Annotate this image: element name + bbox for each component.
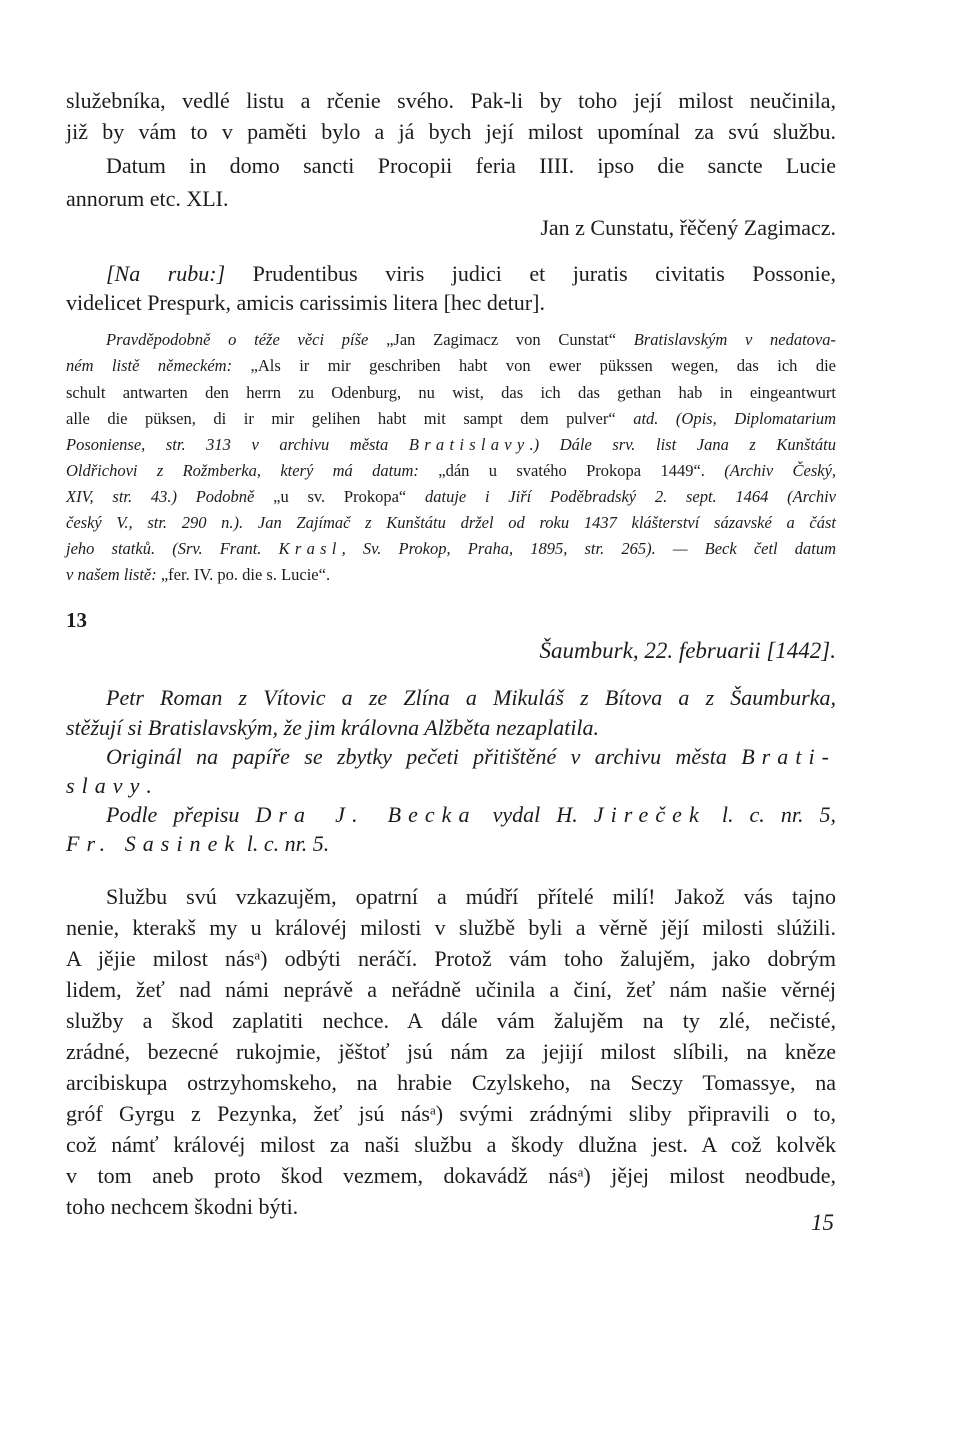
letter-text: v tom aneb proto škod vezmem, dokavádž nás (66, 1163, 578, 1188)
letter-text: ) jějej milost neodbude, (583, 1163, 836, 1188)
note-text: „dán u svatého Prokopa 1449“. (438, 461, 705, 480)
note-text: „fer. IV. po. die s. Lucie“. (160, 565, 331, 584)
regest-line: stěžují si Bratislavským, že jim královna Alžběta nezaplatila. (66, 715, 600, 740)
source-spaced: slavy (66, 773, 147, 798)
note-text: „Als ir mir geschriben habt von ewer pükssen wegen, das ich die (250, 356, 837, 375)
letter-line (66, 1099, 836, 1129)
letter-line (66, 1161, 836, 1191)
source-text: l. c. nr. 5, (721, 802, 837, 827)
source-text: vydal H. (492, 802, 578, 827)
note-text: v našem listě: (66, 565, 157, 584)
document-number: 13 (66, 608, 87, 632)
note-text: .) Dále srv. list Jana z Kunštátu (529, 435, 837, 454)
note-line: český V., str. 290 n.). Jan Zajímač z Kunštátu držel od roku 1437 klášterství sázavské a část (66, 513, 836, 532)
letter-line (66, 944, 836, 974)
note-line (66, 458, 836, 484)
text-line: Datum in domo sancti Procopii feria IIII. ipso die sancte Lucie (106, 153, 836, 178)
note-line (66, 484, 836, 510)
regest-line: Petr Roman z Vítovic a ze Zlína a Mikuláš z Bítova a z Šaumburka, (106, 685, 836, 710)
signature: Jan z Cunstatu, řěčený Zagimacz. (540, 215, 836, 240)
source-line (106, 800, 836, 830)
letter-line: zrádné, bezecné rukojmie, jěštoť jsú nám za jejijí milost slíbili, na kněze (66, 1039, 836, 1064)
source-line (66, 771, 152, 801)
note-text: „u sv. Prokopa“ (273, 487, 407, 506)
source-text: Podle přepisu (106, 802, 240, 827)
note-text: datuje i Jiří Poděbradský 2. sept. 1464 (Archiv (424, 487, 837, 506)
address-line: videlicet Prespurk, amicis carissimis litera [hec detur]. (66, 290, 545, 315)
source-line (106, 742, 836, 772)
source-spaced: Brati- (741, 744, 836, 769)
place-date: Šaumburk, 22. februarii [1442]. (539, 638, 836, 663)
note-line (66, 432, 836, 458)
note-line (66, 562, 330, 588)
note-line (66, 406, 836, 432)
letter-line: Službu svú vzkazujěm, opatrní a múdří přítelé milí! Jakož vás tajno (106, 884, 836, 909)
page-number: 15 (811, 1210, 834, 1235)
note-text: XIV, str. 43.) Podobně (66, 487, 255, 506)
note-text: ném listě německém: (66, 356, 233, 375)
text-line: služebníka, vedlé listu a rčenie svého. Pak-li by toho její milost neučinila, (66, 88, 836, 113)
source-spaced: Jireček (593, 802, 706, 827)
note-text: atd. (Opis, Diplomatarium (633, 409, 836, 428)
note-line (66, 353, 836, 379)
letter-text: gróf Gyrgu z Pezynka, žeť jsú nás (66, 1101, 430, 1126)
note-line: schult antwarten den herrn zu Odenburg, nu wist, das ich das gethan hab in eingeantwurt (66, 383, 836, 402)
address-text: Prudentibus viris judici et juratis civitatis Possonie, (252, 261, 836, 286)
note-line (66, 536, 836, 562)
letter-line: služby a škod zaplatiti nechce. A dále vám žalujěm na ty zlé, nečisté, (66, 1008, 836, 1033)
source-line (66, 829, 329, 859)
letter-line: lidem, žeť nad námi neprávě a neřádně učinila a činí, žeť nám našie věrnéj (66, 977, 836, 1002)
footnote-marker: a (577, 1164, 584, 1180)
letter-text: ) odbýti neráčí. Protož vám toho žalujěm, jako dobrým (260, 946, 836, 971)
text-line: annorum etc. XLI. (66, 186, 229, 211)
text-line: již by vám to v paměti bylo a já bych její milost upomínal za svú službu. (66, 119, 836, 144)
source-text: l. c. nr. 5. (246, 831, 330, 856)
source-text: Originál na papíře se zbytky pečeti přitištěné v archivu města (106, 744, 727, 769)
note-line (106, 327, 836, 353)
note-text: Bratislavským v nedatova- (633, 330, 837, 349)
footnote-marker: a (429, 1102, 436, 1118)
note-text: Pravděpodobně o téže věci píše (106, 330, 369, 349)
letter-line: arcibiskupa ostrzyhomskeho, na hrabie Czylskeho, na Seczy Tomassye, na (66, 1070, 836, 1095)
address-prefix: [Na rubu:] (106, 261, 226, 286)
note-text: Oldřichovi z Rožmberka, který má datum: (66, 461, 419, 480)
note-text: (Archiv Český, (724, 461, 837, 480)
note-text: , Sv. Prokop, Praha, 1895, str. 265). — Beck četl datum (341, 539, 837, 558)
address-line (106, 259, 836, 289)
letter-line: nenie, kterakš my u královéj milosti v službě byli a věrně jějí milosti slúžili. (66, 915, 836, 940)
letter-text: ) svými zrádnými sliby připravili o to, (435, 1101, 836, 1126)
note-text: „Jan Zagimacz von Cunstat“ (386, 330, 617, 349)
source-spaced: Dra J. Becka (255, 802, 477, 827)
note-spaced: Bratislavy (408, 435, 530, 454)
note-text: jeho statků. (Srv. Frant. (66, 539, 262, 558)
source-text: . (146, 773, 152, 798)
source-spaced: Fr. Sasinek (66, 831, 242, 856)
note-text: Posoniense, str. 313 v archivu města (66, 435, 389, 454)
letter-line: toho nechcem škodni býti. (66, 1194, 299, 1219)
note-text: alle die püksen, di ir mir gelihen habt mit sampt dem pulver“ (66, 409, 616, 428)
footnote-marker: a (254, 947, 261, 963)
note-spaced: Krasl (278, 539, 342, 558)
letter-line: což námť královéj milost za naši službu a škody dlužna jest. A což kolvěk (66, 1132, 836, 1157)
letter-text: A jějie milost nás (66, 946, 255, 971)
